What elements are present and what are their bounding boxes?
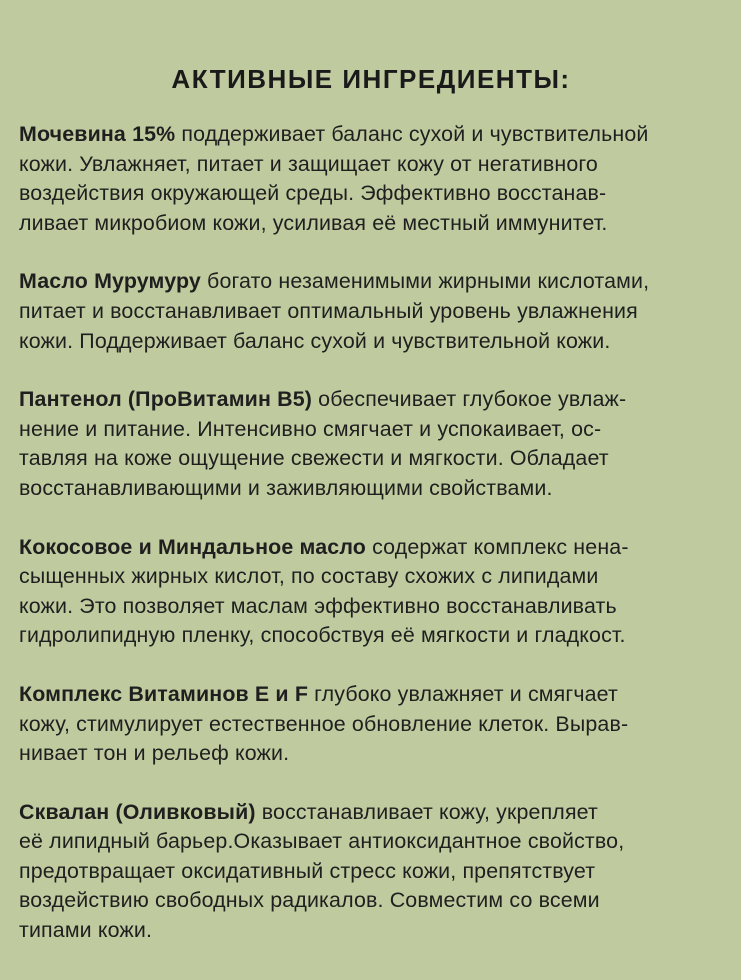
ingredient-name: Пантенол (ПроВитамин B5) — [19, 387, 313, 412]
ingredient-text: восстанавливает кожу, укрепляет — [255, 799, 598, 824]
ingredient-line — [19, 680, 723, 710]
ingredient-line: кожи. Это позволяет маслам эффективно восстанавливать — [19, 593, 617, 618]
ingredient-line — [19, 385, 723, 415]
ingredient-line: типами кожи. — [19, 918, 153, 943]
ingredient-line: кожу, стимулирует естественное обновление клеток. Вырав- — [19, 711, 629, 736]
ingredient-text: глубоко увлажняет и смягчает — [308, 681, 618, 706]
ingredient-text: богато незаменимыми жирными кислотами, — [200, 269, 650, 294]
ingredient-text: обеспечивает глубокое увлаж- — [312, 387, 627, 412]
ingredient-line — [19, 533, 723, 563]
page-title: АКТИВНЫЕ ИНГРЕДИЕНТЫ: — [171, 64, 571, 94]
ingredient-line: гидролипидную пленку, способствуя её мягкости и гладкост. — [19, 623, 626, 648]
ingredient-line: кожи. Увлажняет, питает и защищает кожу от негативного — [19, 151, 598, 176]
ingredient-line — [19, 267, 723, 297]
ingredient-line: нивает тон и рельеф кожи. — [19, 741, 290, 766]
ingredient-name: Масло Мурумуру — [19, 269, 201, 294]
ingredient-text: содержат комплекс нена- — [366, 534, 629, 559]
ingredient-line: кожи. Поддерживает баланс сухой и чувствительной кожи. — [19, 328, 611, 353]
ingredient-line: питает и восстанавливает оптимальный уровень увлажнения — [19, 298, 638, 323]
ingredient-line — [19, 120, 723, 150]
ingredient-name: Мочевина 15% — [19, 122, 176, 146]
ingredient-name: Сквалан (Оливковый) — [19, 799, 256, 824]
ingredient-line: предотвращает оксидативный стресс кожи, препятствует — [19, 858, 596, 883]
ingredient-line: тавляя на коже ощущение свежести и мягкости. Обладает — [19, 446, 609, 471]
ingredient-squalane — [19, 798, 723, 946]
ingredient-coconut-almond-oil — [19, 533, 723, 651]
ingredient-name: Комплекс Витаминов E и F — [19, 681, 309, 706]
ingredient-line: ливает микробиом кожи, усиливая её местный иммунитет. — [19, 210, 608, 235]
ingredient-line: её липидный барьер.Оказывает антиоксидантное свойство, — [19, 829, 625, 854]
ingredient-name: Кокосовое и Миндальное масло — [19, 534, 366, 559]
ingredient-line: восстанавливающими и заживляющими свойствами. — [19, 475, 553, 500]
ingredient-line: воздействия окружающей среды. Эффективно восстанав- — [19, 181, 607, 206]
ingredient-panthenol — [19, 385, 723, 503]
ingredient-line: воздействию свободных радикалов. Совместим со всеми — [19, 888, 600, 913]
ingredient-vitamin-complex — [19, 680, 723, 769]
ingredient-urea — [19, 120, 723, 238]
ingredient-line: нение и питание. Интенсивно смягчает и успокаивает, ос- — [19, 416, 602, 441]
ingredient-text: поддерживает баланс сухой и чувствительной — [175, 122, 649, 146]
ingredient-line — [19, 798, 723, 828]
ingredient-murumuru-oil — [19, 267, 723, 356]
ingredient-line: сыщенных жирных кислот, по составу схожих с липидами — [19, 564, 599, 589]
